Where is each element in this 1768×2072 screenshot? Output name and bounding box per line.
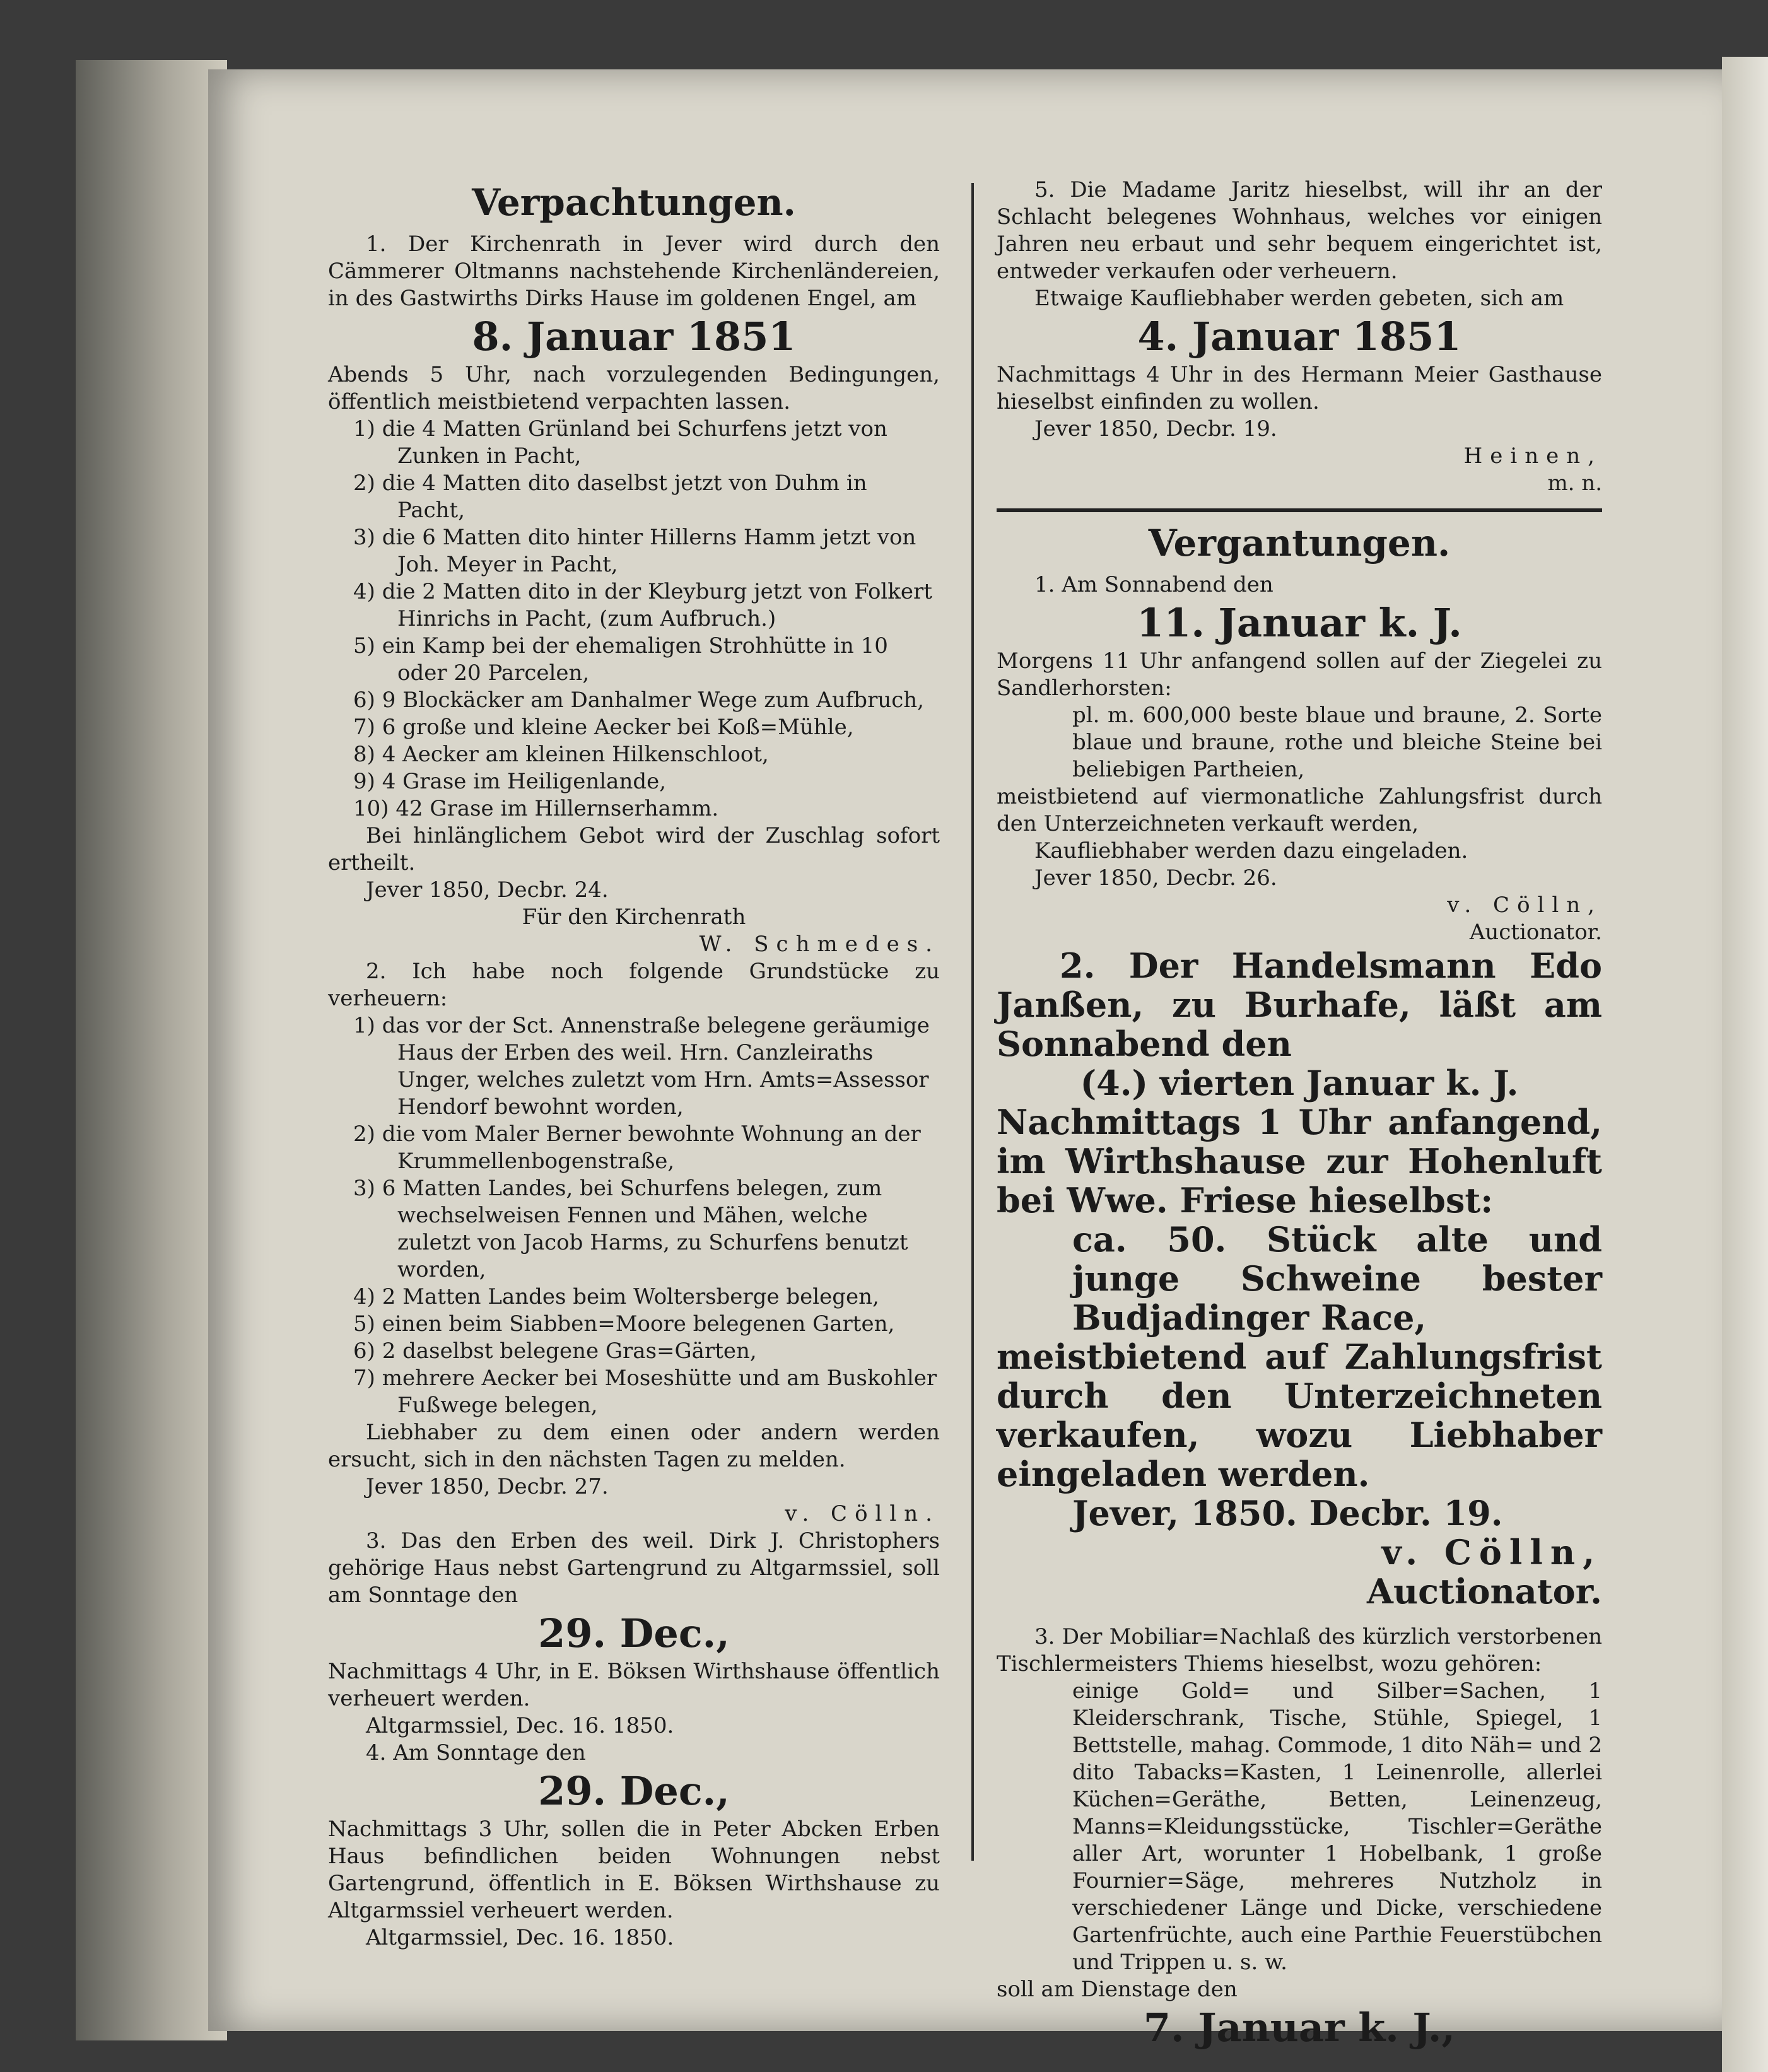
auction-2-signature-2: Auctionator. <box>1366 1571 1602 1612</box>
notice-5-signature-2: m. n. <box>1547 471 1602 496</box>
auction-1-item: pl. m. 600,000 beste blaue und braune, 2. Sorte blaue und braune, rothe und bleiche Steine bei beliebigen Partheien, <box>1072 703 1602 782</box>
list-item: 1) die 4 Matten Grünland bei Schurfens jetzt von Zunken in Pacht, <box>353 416 887 469</box>
section-heading-verpachtungen: Verpachtungen. <box>472 181 796 224</box>
auction-1-date: 11. Januar k. J. <box>1137 600 1462 646</box>
list-item: 7) mehrere Aecker bei Moseshütte und am Buskohler Fußwege belegen, <box>353 1366 937 1418</box>
list-item: 8) 4 Aecker am kleinen Hilkenschloot, <box>353 742 769 767</box>
list-item: 2) die 4 Matten dito daselbst jetzt von Duhm in Pacht, <box>353 471 867 523</box>
auction-2-date: (4.) vierten Januar k. J. <box>1080 1063 1519 1103</box>
notice-3-place: Altgarmssiel, Dec. 16. 1850. <box>366 1713 674 1738</box>
auction-2-item: ca. 50. Stück alte und junge Schweine bester Budjadinger Race, <box>1072 1219 1602 1338</box>
auction-2-signature: v. Cölln, <box>1381 1532 1602 1572</box>
notice-1-close: Bei hinlänglichem Gebot wird der Zuschlag sofort ertheilt. <box>328 823 940 875</box>
notice-4-date: 29. Dec., <box>538 1768 730 1814</box>
notice-5-text-2: Etwaige Kaufliebhaber werden gebeten, sich am <box>1034 286 1564 311</box>
auction-1-signature-2: Auctionator. <box>1469 920 1602 945</box>
notice-3-text: 3. Das den Erben des weil. Dirk J. Christophers gehörige Haus nebst Gartengrund zu Altgarmssiel, soll am Sonntage den <box>328 1528 940 1608</box>
auction-3-item: einige Gold= und Silber=Sachen, 1 Kleiderschrank, Tische, Stühle, Spiegel, 1 Bettstelle, mahag. Commode, 1 dito Näh= und 2 dito Tabacks=Kasten, 1 Leinenrolle, allerlei Küchen=Geräthe, Betten, Leinenzeug, Manns=Kleidungsstücke, Tischler=Geräthe aller Art, worunter 1 Hobelbank, 1 große Fournier=Säge, mehreres Nutzholz in verschiedener Länge und Dicke, verschiedene Gartenfrüchte, auch eine Parthie Feuerstübchen und Trippen u. s. w. <box>1072 1678 1602 1975</box>
auction-1-text-2: meistbietend auf viermonatliche Zahlungsfrist durch den Unterzeichneten verkauft werden, <box>997 784 1602 836</box>
notice-1-sign-line-1: Für den Kirchenrath <box>522 904 746 930</box>
auction-3-date: 7. Januar k. J., <box>1143 2005 1456 2051</box>
right-column <box>997 177 1602 2052</box>
section-rule <box>997 508 1602 512</box>
list-item: 2) die vom Maler Berner bewohnte Wohnung an der Krummellenbogenstraße, <box>353 1121 921 1174</box>
notice-1-text: Abends 5 Uhr, nach vorzulegenden Bedingungen, öffentlich meistbietend verpachten lassen. <box>328 362 940 414</box>
list-item: 6) 2 daselbst belegene Gras=Gärten, <box>353 1338 757 1364</box>
list-item: 3) 6 Matten Landes, bei Schurfens belegen, zum wechselweisen Fennen und Mähen, welche zuletzt von Jacob Harms, zu Schurfens benutzt worden, <box>353 1176 908 1282</box>
notice-5-place: Jever 1850, Decbr. 19. <box>1034 416 1277 442</box>
notice-2-signature: v. Cölln. <box>785 1501 940 1526</box>
auction-1-text-3: Kaufliebhaber werden dazu eingeladen. <box>1034 838 1468 863</box>
notice-1-signature: W. Schmedes. <box>699 932 940 957</box>
list-item: 10) 42 Grase im Hillernserhamm. <box>353 796 719 821</box>
auction-2-text-3: meistbietend auf Zahlungsfrist durch den Unterzeichneten verkaufen, wozu Liebhaber eingeladen werden. <box>997 1337 1602 1494</box>
notice-4-text: Nachmittags 3 Uhr, sollen die in Peter Abcken Erben Haus befindlichen beiden Wohnungen nebst Gartengrund, öffentlich in E. Böksen Wirthshause zu Altgarmssiel verheuert werden. <box>328 1817 940 1923</box>
notice-2-items <box>328 1012 940 1419</box>
auction-2-text-2: Nachmittags 1 Uhr anfangend, im Wirthshause zur Hohenluft bei Wwe. Friese hieselbst: <box>997 1102 1602 1220</box>
auction-1-signature: v. Cölln, <box>1447 893 1602 918</box>
notice-4-intro: 4. Am Sonntage den <box>366 1740 586 1765</box>
book-edge <box>76 60 227 2040</box>
auction-3-text: 3. Der Mobiliar=Nachlaß des kürzlich verstorbenen Tischlermeisters Thiems hieselbst, wozu gehören: <box>997 1624 1602 1677</box>
notice-5-signature: Heinen, <box>1463 443 1602 469</box>
notice-3-text-2: Nachmittags 4 Uhr, in E. Böksen Wirthshause öffentlich verheuert werden. <box>328 1659 940 1711</box>
list-item: 5) ein Kamp bei der ehemaligen Strohhütte in 10 oder 20 Parcelen, <box>353 633 888 686</box>
notice-1-items <box>328 416 940 822</box>
notice-4-place: Altgarmssiel, Dec. 16. 1850. <box>366 1925 674 1950</box>
notice-1-date: 8. Januar 1851 <box>472 313 796 360</box>
list-item: 5) einen beim Siabben=Moore belegenen Garten, <box>353 1311 895 1337</box>
auction-3-text-2: soll am Dienstage den <box>997 1977 1238 2002</box>
list-item: 6) 9 Blockäcker am Danhalmer Wege zum Aufbruch, <box>353 688 924 713</box>
notice-2-intro: 2. Ich habe noch folgende Grundstücke zu verheuern: <box>328 959 940 1011</box>
auction-1-text: Morgens 11 Uhr anfangend sollen auf der Ziegelei zu Sandlerhorsten: <box>997 648 1602 701</box>
notice-1-intro: 1. Der Kirchenrath in Jever wird durch den Cämmerer Oltmanns nachstehende Kirchenländereien, in des Gastwirths Dirks Hause im goldenen Engel, am <box>328 231 940 311</box>
list-item: 4) 2 Matten Landes beim Woltersberge belegen, <box>353 1284 879 1309</box>
left-column <box>328 177 940 1952</box>
list-item: 9) 4 Grase im Heiligenlande, <box>353 769 667 794</box>
auction-1-place: Jever 1850, Decbr. 26. <box>1034 865 1277 891</box>
notice-1-place: Jever 1850, Decbr. 24. <box>366 877 609 903</box>
list-item: 4) die 2 Matten dito in der Kleyburg jetzt von Folkert Hinrichs in Pacht, (zum Aufbruch.) <box>353 579 932 631</box>
notice-5-text-3: Nachmittags 4 Uhr in des Hermann Meier Gasthause hieselbst einfinden zu wollen. <box>997 362 1602 414</box>
list-item: 3) die 6 Matten dito hinter Hillerns Hamm jetzt von Joh. Meyer in Pacht, <box>353 525 916 577</box>
section-heading-vergantungen: Vergantungen. <box>1148 522 1451 565</box>
column-divider <box>971 183 974 1861</box>
notice-5-text: 5. Die Madame Jaritz hieselbst, will ihr an der Schlacht belegenes Wohnhaus, welches vor einigen Jahren neu erbaut und sehr bequem eingerichtet ist, entweder verkaufen oder verheuern. <box>997 177 1602 284</box>
next-page-edge <box>1722 57 1768 2072</box>
auction-2-place: Jever, 1850. Decbr. 19. <box>1072 1493 1503 1533</box>
list-item: 1) das vor der Sct. Annenstraße belegene geräumige Haus der Erben des weil. Hrn. Canzleiraths Unger, welches zuletzt vom Hrn. Amts=Assessor Hendorf bewohnt worden, <box>353 1013 930 1120</box>
auction-2-text: 2. Der Handelsmann Edo Janßen, zu Burhafe, läßt am Sonnabend den <box>997 945 1602 1064</box>
auction-1-intro: 1. Am Sonnabend den <box>1034 572 1273 597</box>
notice-3-date: 29. Dec., <box>538 1610 730 1656</box>
notice-2-close: Liebhaber zu dem einen oder andern werden ersucht, sich in den nächsten Tagen zu melden. <box>328 1420 940 1472</box>
notice-2-place: Jever 1850, Decbr. 27. <box>366 1474 609 1499</box>
notice-5-date: 4. Januar 1851 <box>1137 313 1461 360</box>
list-item: 7) 6 große und kleine Aecker bei Koß=Mühle, <box>353 715 854 740</box>
